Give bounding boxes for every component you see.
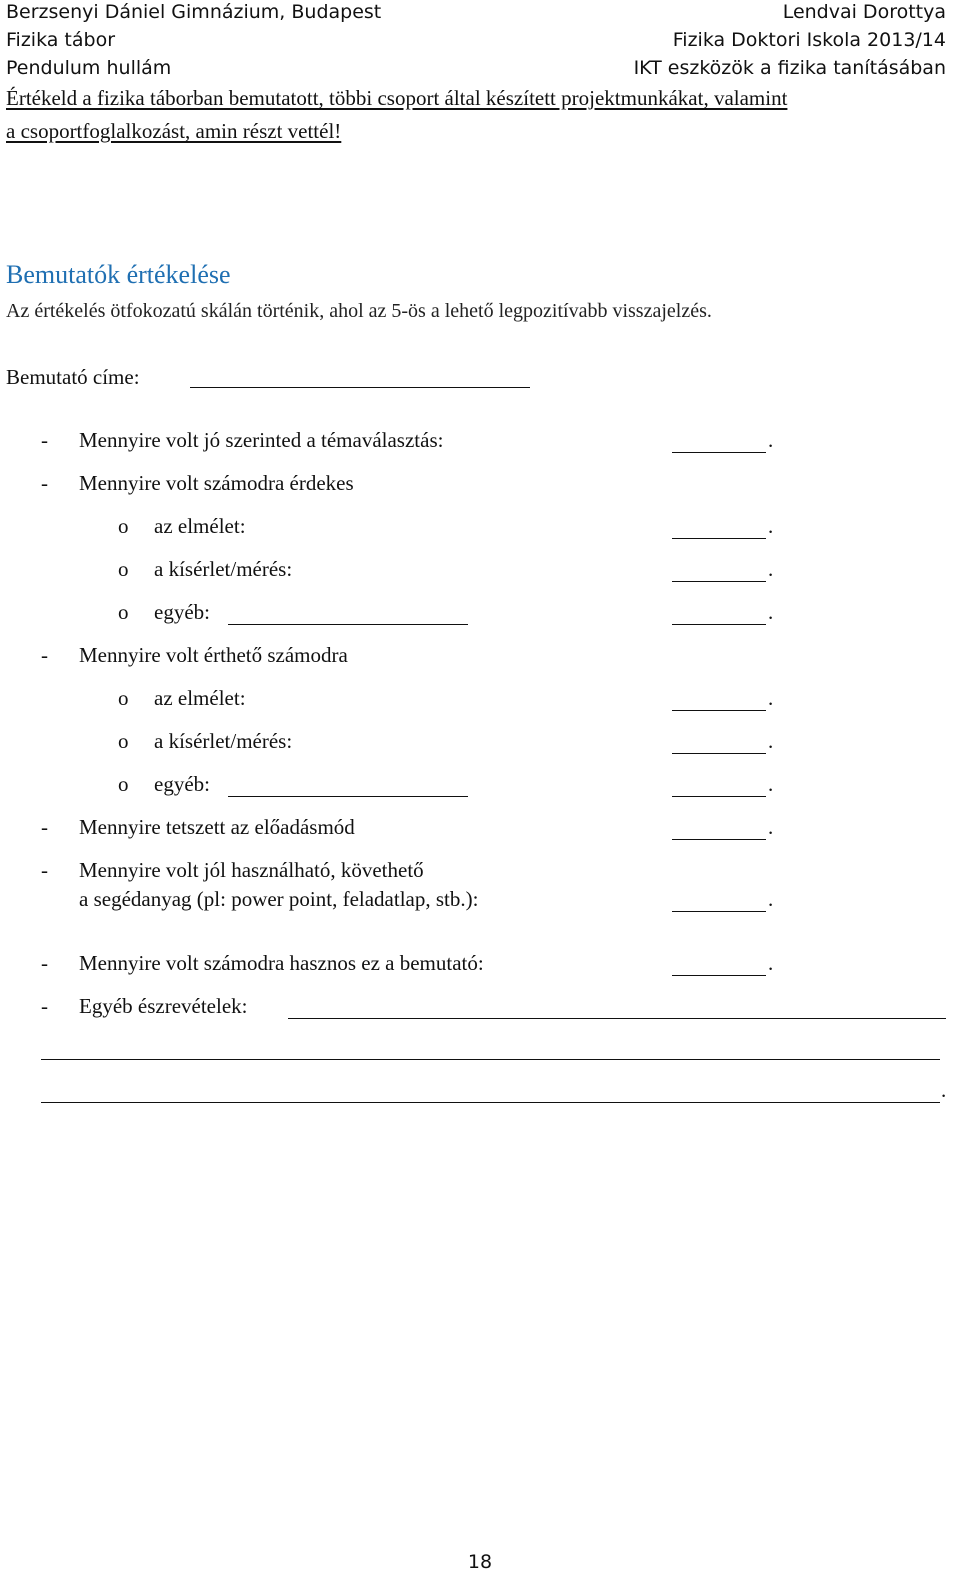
dash-bullet: - — [41, 471, 48, 495]
intro-line-1: Értékeld a fizika táborban bemutatott, többi csoport által készített projektmunkákat, valamint — [6, 86, 788, 110]
rating-field-understandable-experiment[interactable] — [672, 753, 766, 754]
period: . — [768, 600, 774, 624]
rating-field-usefulness[interactable] — [672, 975, 766, 976]
rating-field-interesting-theory[interactable] — [672, 538, 766, 539]
sub-item-experiment: a kísérlet/mérés: — [154, 729, 293, 753]
header-left — [6, 0, 381, 82]
project-name: Pendulum hullám — [6, 57, 172, 79]
period: . — [768, 772, 774, 796]
dash-bullet: - — [41, 951, 48, 975]
remarks-field-line-3[interactable] — [41, 1102, 940, 1103]
period: . — [768, 428, 774, 452]
question-other-remarks: Egyéb észrevételek: — [79, 994, 248, 1018]
circle-bullet: o — [118, 557, 129, 581]
period: . — [768, 887, 774, 911]
circle-bullet: o — [118, 514, 129, 538]
other-text-field-understandable[interactable] — [228, 796, 468, 797]
rating-field-interesting-experiment[interactable] — [672, 581, 766, 582]
period: . — [941, 1078, 947, 1102]
question-materials-line-2: a segédanyag (pl: power point, feladatlap, stb.): — [79, 887, 479, 911]
section-title: Bemutatók értékelése — [6, 260, 231, 289]
period: . — [768, 514, 774, 538]
period: . — [768, 729, 774, 753]
period: . — [768, 815, 774, 839]
question-understandable: Mennyire volt érthető számodra — [79, 643, 348, 667]
circle-bullet: o — [118, 772, 129, 796]
section-description: Az értékelés ötfokozatú skálán történik, ahol az 5-ös a lehető legpozitívabb visszajelzés. — [6, 300, 712, 322]
rating-field-interesting-other[interactable] — [672, 624, 766, 625]
dash-bullet: - — [41, 428, 48, 452]
dash-bullet: - — [41, 858, 48, 882]
question-interesting: Mennyire volt számodra érdekes — [79, 471, 354, 495]
sub-item-theory: az elmélet: — [154, 514, 246, 538]
rating-field-materials[interactable] — [672, 911, 766, 912]
question-presentation-style: Mennyire tetszett az előadásmód — [79, 815, 355, 839]
circle-bullet: o — [118, 686, 129, 710]
period: . — [768, 686, 774, 710]
rating-field-topic[interactable] — [672, 452, 766, 453]
period: . — [768, 951, 774, 975]
intro-instruction — [6, 82, 956, 148]
circle-bullet: o — [118, 729, 129, 753]
dash-bullet: - — [41, 815, 48, 839]
question-materials-line-1: Mennyire volt jól használható, követhető — [79, 858, 424, 882]
question-topic-choice: Mennyire volt jó szerinted a témaválasztás: — [79, 428, 444, 452]
presentation-title-field[interactable] — [190, 387, 530, 388]
circle-bullet: o — [118, 600, 129, 624]
doctoral-school: Fizika Doktori Iskola 2013/14 — [672, 29, 946, 51]
intro-line-2: a csoportfoglalkozást, amin részt vettél! — [6, 119, 342, 143]
header-right — [634, 0, 946, 82]
dash-bullet: - — [41, 643, 48, 667]
author-name: Lendvai Dorottya — [782, 1, 946, 23]
dash-bullet: - — [41, 994, 48, 1018]
rating-field-understandable-other[interactable] — [672, 796, 766, 797]
sub-item-other: egyéb: — [154, 772, 210, 796]
sub-item-other: egyéb: — [154, 600, 210, 624]
period: . — [768, 557, 774, 581]
page-number: 18 — [467, 1551, 493, 1573]
sub-item-experiment: a kísérlet/mérés: — [154, 557, 293, 581]
rating-field-understandable-theory[interactable] — [672, 710, 766, 711]
rating-field-presentation-style[interactable] — [672, 839, 766, 840]
question-usefulness: Mennyire volt számodra hasznos ez a bemutató: — [79, 951, 484, 975]
remarks-field-line-1[interactable] — [288, 1018, 946, 1019]
sub-item-theory: az elmélet: — [154, 686, 246, 710]
school-name: Berzsenyi Dániel Gimnázium, Budapest — [6, 1, 382, 23]
other-text-field-interesting[interactable] — [228, 624, 468, 625]
presentation-title-label: Bemutató címe: — [6, 365, 140, 389]
remarks-field-line-2[interactable] — [41, 1059, 940, 1060]
course-name: IKT eszközök a fizika tanításában — [633, 57, 946, 79]
camp-name: Fizika tábor — [6, 29, 116, 51]
